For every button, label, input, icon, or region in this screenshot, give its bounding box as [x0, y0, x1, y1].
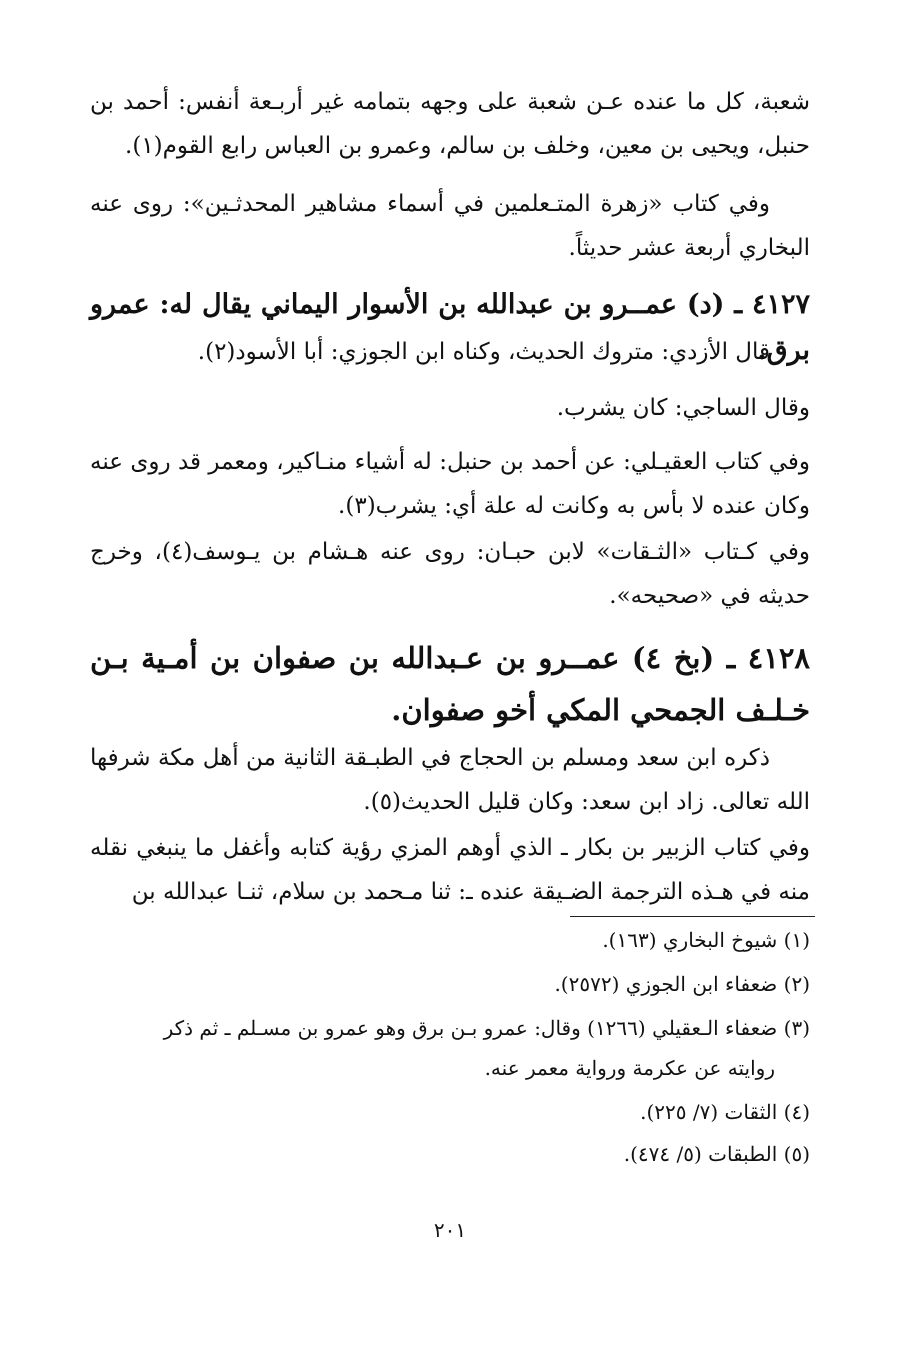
paragraph-azdi: قال الأزدي: متروك الحديث، وكناه ابن الجوزي: أبا الأسود(٢).: [197, 339, 770, 365]
footnote-4: (٤) الثقات (٧/ ٢٢٥).: [640, 1100, 810, 1124]
page-number: ٢٠١: [433, 1218, 467, 1242]
footnote-3-continuation: روايته عن عكرمة ورواية معمر عنه.: [484, 1056, 775, 1080]
footnote-3: (٣) ضعفاء الـعقيلي (١٢٦٦) وقال: عمرو بـن برق وهو عمرو بن مسـلم ـ ثم ذكر: [163, 1016, 810, 1040]
footnotes: [90, 928, 810, 1188]
entry-heading-4127: ٤١٢٧ ـ (د) عمــرو بن عبدالله بن الأسوار اليماني يقال له: عمرو برق.: [90, 289, 810, 366]
paragraph-zahrat-al-mutaallimin: وفي كتاب «زهرة المتـعلمين في أسماء مشاهير المحدثـين»: روى عنه البخاري أربعة عشر حديثاً.: [90, 191, 810, 261]
paragraph-ibn-saad: ذكره ابن سعد ومسلم بن الحجاج في الطبـقة الثانية من أهل مكة شرفها الله تعالى. زاد ابن سعد: وكان قليل الحديث(٥).: [90, 745, 810, 815]
paragraph-zubayr-ibn-bakkar: وفي كتاب الزبير بن بكار ـ الذي أوهم المزي رؤية كتابه وأغفل ما ينبغي نقله منه في هـذه الترجمة الضـيقة عنده ـ: ثنا مـحمد بن سلام، ثنـا عبدالله بن: [90, 835, 810, 905]
entry-heading-4128: ٤١٢٨ ـ (بخ ٤) عمــرو بن عـبدالله بن صفوان بن أمـية بـن خـلـف الجمحي المكي أخو صفوان.: [90, 641, 810, 727]
paragraph-shuba-narrators: شعبة، كل ما عنده عـن شعبة على وجهه بتمامه غير أربـعة أنفس: أحمد بن حنبل، ويحيى بن معين، وخلف بن سالم، وعمرو بن العباس رابع القوم(١).: [90, 89, 810, 159]
paragraph-uqayli: وفي كتاب العقيـلي: عن أحمد بن حنبل: له أشياء منـاكير، ومعمر قد روى عنه وكان عنده لا بأس به وكانت له علة أي: يشرب(٣).: [90, 449, 810, 519]
paragraph-thiqat-ibn-hibban: وفي كـتاب «الثـقات» لابن حبـان: روى عنه هـشام بن يـوسف(٤)، وخرج حديثه في «صحيحه».: [90, 539, 810, 609]
paragraph-saji: وقال الساجي: كان يشرب.: [556, 395, 810, 421]
footnote-2: (٢) ضعفاء ابن الجوزي (٢٥٧٢).: [554, 972, 810, 996]
footnote-1: (١) شيوخ البخاري (١٦٣).: [602, 928, 810, 952]
footnote-5: (٥) الطبقات (٥/ ٤٧٤).: [623, 1142, 810, 1166]
footnote-separator: [570, 916, 815, 917]
